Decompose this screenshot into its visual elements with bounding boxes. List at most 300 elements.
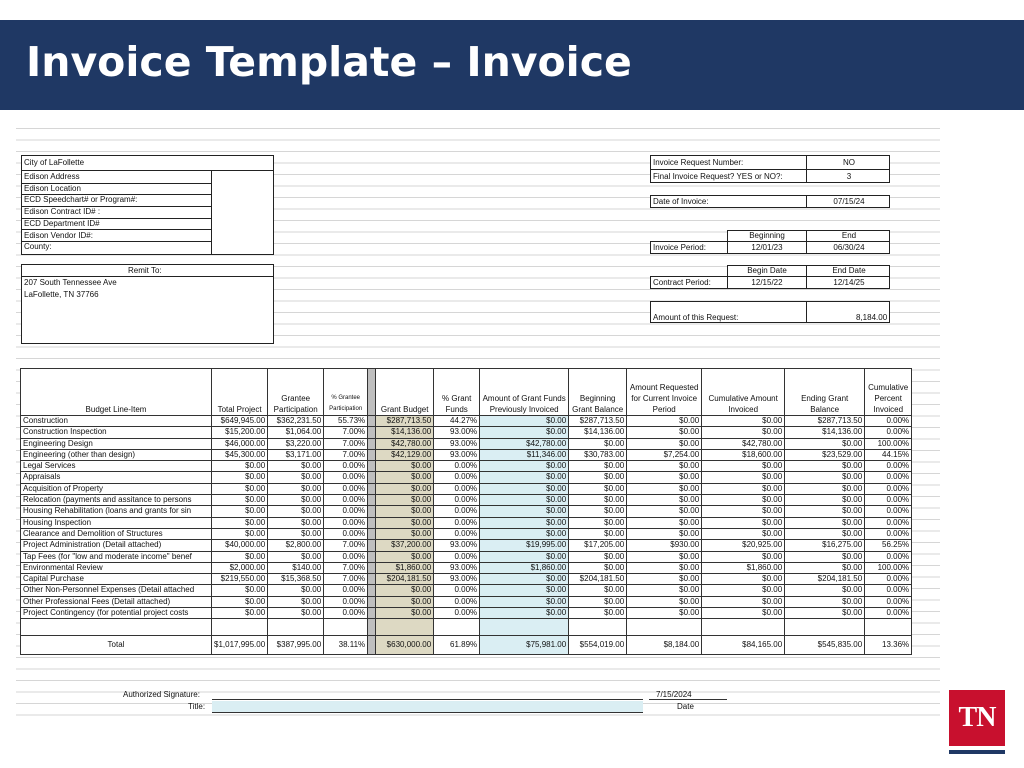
spacer-cell: [434, 619, 480, 636]
final-request-value: 3: [846, 172, 852, 181]
col-beginning-grant-balance-cell[interactable]: $0.00: [569, 483, 627, 494]
col-grant-budget-cell[interactable]: $0.00: [376, 585, 434, 596]
col-cumulative-invoiced-cell[interactable]: $0.00: [702, 574, 785, 585]
col-ending-grant-balance-cell[interactable]: $0.00: [785, 608, 865, 619]
col-cumulative-invoiced-cell[interactable]: $42,780.00: [702, 438, 785, 449]
col-previously-invoiced-cell[interactable]: $1,860.00: [480, 562, 569, 573]
col-cumulative-percent-cell[interactable]: 56.25%: [865, 540, 912, 551]
col-ending-grant-balance-cell[interactable]: $16,275.00: [785, 540, 865, 551]
col-grantee-participation-cell[interactable]: $387,995.00: [268, 636, 324, 655]
col-cumulative-invoiced-cell[interactable]: $0.00: [702, 461, 785, 472]
col-cumulative-percent-cell[interactable]: 0.00%: [865, 495, 912, 506]
col-current-request-cell[interactable]: $0.00: [627, 472, 702, 483]
col-current-request-cell[interactable]: $0.00: [627, 506, 702, 517]
col-beginning-grant-balance-cell[interactable]: $554,019.00: [569, 636, 627, 655]
col-cumulative-percent-cell[interactable]: 100.00%: [865, 438, 912, 449]
col-budget-line-item-cell: Environmental Review: [21, 562, 212, 573]
col-cumulative-invoiced-cell[interactable]: $0.00: [702, 416, 785, 427]
col-grant-budget-cell[interactable]: $0.00: [376, 517, 434, 528]
col-beginning-grant-balance-cell[interactable]: $0.00: [569, 551, 627, 562]
separator-cell: [368, 517, 376, 528]
col-grantee-participation-cell[interactable]: $0.00: [268, 472, 324, 483]
col-budget-line-item-cell: Housing Rehabilitation (loans and grants for sin: [21, 506, 212, 517]
title-label: Title:: [188, 702, 206, 711]
col-current-request-cell[interactable]: $0.00: [627, 416, 702, 427]
col-current-request-cell[interactable]: $0.00: [627, 562, 702, 573]
col-grant-budget-cell[interactable]: $42,780.00: [376, 438, 434, 449]
col-budget-line-item-cell: Housing Inspection: [21, 517, 212, 528]
col-grant-budget-cell[interactable]: $0.00: [376, 506, 434, 517]
col-grant-budget-cell[interactable]: $42,129.00: [376, 449, 434, 460]
separator-cell: [368, 636, 376, 655]
col-grant-budget-cell[interactable]: $0.00: [376, 495, 434, 506]
separator-cell: [368, 596, 376, 607]
table-row: [21, 495, 912, 506]
invoice-date-label: Date of Invoice:: [653, 197, 709, 206]
table-row: [21, 461, 912, 472]
recipient-rule: [21, 170, 274, 171]
invoice-period-end: 06/30/24: [833, 243, 865, 252]
col-grantee-participation-cell[interactable]: $0.00: [268, 517, 324, 528]
table-row: [21, 540, 912, 551]
col-pct-grant-funds-cell[interactable]: 0.00%: [434, 506, 480, 517]
col-total-project-cell[interactable]: $0.00: [212, 506, 268, 517]
col-pct-grant-funds-cell[interactable]: 0.00%: [434, 461, 480, 472]
col-ending-grant-balance-cell[interactable]: $14,136.00: [785, 427, 865, 438]
col-grant-budget-cell[interactable]: $0.00: [376, 528, 434, 539]
col-ending-grant-balance-cell[interactable]: $545,835.00: [785, 636, 865, 655]
col-previously-invoiced-cell[interactable]: $0.00: [480, 574, 569, 585]
recipient-label: Edison Location: [24, 183, 81, 193]
col-previously-invoiced-cell[interactable]: $0.00: [480, 608, 569, 619]
col-grantee-participation-cell[interactable]: $15,368.50: [268, 574, 324, 585]
remit-address-line1: 207 South Tennessee Ave: [24, 278, 117, 287]
col-pct-grantee-participation-cell[interactable]: 0.00%: [324, 528, 368, 539]
col-total-project-cell[interactable]: $0.00: [212, 608, 268, 619]
recipient-label: Edison Vendor ID#:: [24, 230, 93, 240]
separator-cell: [368, 562, 376, 573]
title-field[interactable]: [212, 701, 643, 713]
spacer-cell: [21, 619, 212, 636]
col-grantee-participation-cell[interactable]: $0.00: [268, 495, 324, 506]
col-pct-grant-funds-cell[interactable]: 93.00%: [434, 438, 480, 449]
col-cumulative-invoiced-cell[interactable]: $0.00: [702, 483, 785, 494]
col-grantee-participation-cell[interactable]: $0.00: [268, 608, 324, 619]
invoice-period-label: Invoice Period:: [653, 243, 706, 252]
col-cumulative-invoiced-header: Cumulative Amount Invoiced: [702, 369, 785, 416]
separator-cell: [368, 608, 376, 619]
col-grantee-participation-cell[interactable]: $1,064.00: [268, 427, 324, 438]
signature-date-label: Date: [677, 702, 694, 711]
col-grant-budget-cell[interactable]: $287,713.50: [376, 416, 434, 427]
total-row: [21, 636, 912, 655]
table-row: [21, 551, 912, 562]
col-cumulative-invoiced-cell[interactable]: $0.00: [702, 585, 785, 596]
col-cumulative-invoiced-cell[interactable]: $0.00: [702, 506, 785, 517]
col-cumulative-percent-cell[interactable]: 100.00%: [865, 562, 912, 573]
col-previously-invoiced-cell[interactable]: $0.00: [480, 506, 569, 517]
col-previously-invoiced-cell[interactable]: $0.00: [480, 416, 569, 427]
col-current-request-cell[interactable]: $930.00: [627, 540, 702, 551]
col-pct-grant-funds-cell[interactable]: 0.00%: [434, 608, 480, 619]
table-row: [21, 517, 912, 528]
col-pct-grantee-participation-cell[interactable]: 0.00%: [324, 461, 368, 472]
separator-cell: [368, 506, 376, 517]
col-cumulative-percent-cell[interactable]: 0.00%: [865, 596, 912, 607]
col-beginning-grant-balance-cell[interactable]: $30,783.00: [569, 449, 627, 460]
col-beginning-grant-balance-cell[interactable]: $0.00: [569, 562, 627, 573]
separator-cell: [368, 449, 376, 460]
col-pct-grantee-participation-cell[interactable]: 0.00%: [324, 608, 368, 619]
separator-cell: [368, 540, 376, 551]
col-pct-grantee-participation-cell[interactable]: 0.00%: [324, 517, 368, 528]
contract-period-end: 12/14/25: [833, 278, 865, 287]
col-cumulative-percent-cell[interactable]: 0.00%: [865, 574, 912, 585]
col-ending-grant-balance-cell[interactable]: $0.00: [785, 585, 865, 596]
col-pct-grant-funds-cell[interactable]: 93.00%: [434, 427, 480, 438]
col-grant-budget-cell[interactable]: $1,860.00: [376, 562, 434, 573]
col-grantee-participation-cell[interactable]: $0.00: [268, 551, 324, 562]
request-amount-label: Amount of this Request:: [653, 313, 739, 322]
col-cumulative-percent-cell[interactable]: 0.00%: [865, 506, 912, 517]
col-beginning-grant-balance-cell[interactable]: $0.00: [569, 472, 627, 483]
col-previously-invoiced-cell[interactable]: $0.00: [480, 461, 569, 472]
col-grant-budget-cell[interactable]: $0.00: [376, 483, 434, 494]
separator-cell: [368, 472, 376, 483]
col-previously-invoiced-cell[interactable]: $0.00: [480, 585, 569, 596]
col-current-request-cell[interactable]: $0.00: [627, 596, 702, 607]
col-grant-budget-header: Grant Budget: [376, 369, 434, 416]
col-total-project-cell[interactable]: $40,000.00: [212, 540, 268, 551]
col-current-request-cell[interactable]: $0.00: [627, 517, 702, 528]
col-grantee-participation-cell[interactable]: $0.00: [268, 461, 324, 472]
col-grantee-participation-cell[interactable]: $0.00: [268, 528, 324, 539]
col-current-request-cell[interactable]: $0.00: [627, 461, 702, 472]
col-cumulative-invoiced-cell[interactable]: $84,165.00: [702, 636, 785, 655]
col-pct-grant-funds-cell[interactable]: 0.00%: [434, 483, 480, 494]
col-total-project-cell[interactable]: $219,550.00: [212, 574, 268, 585]
col-beginning-grant-balance-cell[interactable]: $0.00: [569, 506, 627, 517]
col-current-request-cell[interactable]: $0.00: [627, 528, 702, 539]
col-total-project-cell[interactable]: $0.00: [212, 517, 268, 528]
contract-period-label: Contract Period:: [653, 278, 711, 287]
col-beginning-grant-balance-cell[interactable]: $0.00: [569, 461, 627, 472]
col-cumulative-invoiced-cell[interactable]: $0.00: [702, 517, 785, 528]
table-row: [21, 449, 912, 460]
table-row: [21, 438, 912, 449]
tn-logo-bar: [949, 750, 1005, 754]
col-pct-grant-funds-cell[interactable]: 61.89%: [434, 636, 480, 655]
request-number-label: Invoice Request Number:: [653, 158, 744, 167]
col-total-project-cell[interactable]: $1,017,995.00: [212, 636, 268, 655]
col-cumulative-invoiced-cell[interactable]: $0.00: [702, 472, 785, 483]
table-row: [21, 528, 912, 539]
final-request-label: Final Invoice Request? YES or NO?:: [653, 172, 783, 181]
col-grant-budget-cell[interactable]: $14,136.00: [376, 427, 434, 438]
col-pct-grantee-participation-cell[interactable]: 7.00%: [324, 574, 368, 585]
col-beginning-grant-balance-cell[interactable]: $0.00: [569, 495, 627, 506]
col-cumulative-percent-cell[interactable]: 13.36%: [865, 636, 912, 655]
col-ending-grant-balance-cell[interactable]: $0.00: [785, 517, 865, 528]
invoice-period-divider-2: [806, 241, 807, 254]
signature-date-value: 7/15/2024: [656, 690, 692, 699]
col-cumulative-invoiced-cell[interactable]: $0.00: [702, 596, 785, 607]
col-previously-invoiced-cell[interactable]: $0.00: [480, 551, 569, 562]
col-cumulative-invoiced-cell[interactable]: $20,925.00: [702, 540, 785, 551]
col-cumulative-invoiced-cell[interactable]: $0.00: [702, 495, 785, 506]
col-cumulative-percent-cell[interactable]: 0.00%: [865, 416, 912, 427]
request-amount-divider: [806, 301, 807, 323]
col-budget-line-item-cell: Project Administration (Detail attached): [21, 540, 212, 551]
col-beginning-grant-balance-header: Beginning Grant Balance: [569, 369, 627, 416]
col-total-project-cell[interactable]: $46,000.00: [212, 438, 268, 449]
col-grant-budget-cell[interactable]: $0.00: [376, 551, 434, 562]
col-ending-grant-balance-cell[interactable]: $0.00: [785, 438, 865, 449]
recipient-label: County:: [24, 242, 52, 252]
col-grant-budget-cell[interactable]: $204,181.50: [376, 574, 434, 585]
col-pct-grant-funds-cell[interactable]: 93.00%: [434, 562, 480, 573]
recipient-label: ECD Speedchart# or Program#:: [24, 195, 138, 205]
col-pct-grantee-participation-cell[interactable]: 38.11%: [324, 636, 368, 655]
col-cumulative-percent-cell[interactable]: 0.00%: [865, 427, 912, 438]
col-cumulative-invoiced-cell[interactable]: $0.00: [702, 608, 785, 619]
col-current-request-cell[interactable]: $8,184.00: [627, 636, 702, 655]
col-pct-grant-funds-cell[interactable]: 0.00%: [434, 472, 480, 483]
table-row: [21, 483, 912, 494]
col-grantee-participation-cell[interactable]: $0.00: [268, 506, 324, 517]
col-cumulative-percent-cell[interactable]: 0.00%: [865, 551, 912, 562]
col-pct-grant-funds-cell[interactable]: 0.00%: [434, 585, 480, 596]
col-cumulative-percent-header: Cumulative Percent Invoiced: [865, 369, 912, 416]
col-current-request-cell[interactable]: $0.00: [627, 608, 702, 619]
col-ending-grant-balance-cell[interactable]: $0.00: [785, 562, 865, 573]
spacer-row: [21, 619, 912, 636]
col-pct-grant-funds-cell[interactable]: 93.00%: [434, 574, 480, 585]
col-pct-grantee-participation-cell[interactable]: 55.73%: [324, 416, 368, 427]
col-current-request-cell[interactable]: $0.00: [627, 427, 702, 438]
spacer-cell: [627, 619, 702, 636]
request-amount-value: 8,184.00: [856, 313, 888, 322]
col-grant-budget-cell[interactable]: $630,000.00: [376, 636, 434, 655]
separator-cell: [368, 495, 376, 506]
remit-rule: [21, 276, 274, 277]
col-previously-invoiced-cell[interactable]: $11,346.00: [480, 449, 569, 460]
table-row: [21, 596, 912, 607]
col-total-project-cell[interactable]: $45,300.00: [212, 449, 268, 460]
request-number-value: NO: [843, 158, 855, 167]
col-pct-grant-funds-cell[interactable]: 0.00%: [434, 596, 480, 607]
col-ending-grant-balance-cell[interactable]: $0.00: [785, 551, 865, 562]
col-beginning-grant-balance-cell[interactable]: $0.00: [569, 517, 627, 528]
col-grantee-participation-cell[interactable]: $0.00: [268, 585, 324, 596]
col-cumulative-invoiced-cell[interactable]: $0.00: [702, 551, 785, 562]
col-pct-grantee-participation-cell[interactable]: 7.00%: [324, 540, 368, 551]
col-cumulative-percent-cell[interactable]: 0.00%: [865, 483, 912, 494]
col-grantee-participation-cell[interactable]: $362,231.50: [268, 416, 324, 427]
col-pct-grantee-participation-cell[interactable]: 7.00%: [324, 427, 368, 438]
col-previously-invoiced-cell[interactable]: $42,780.00: [480, 438, 569, 449]
col-cumulative-invoiced-cell[interactable]: $0.00: [702, 528, 785, 539]
separator-cell: [368, 427, 376, 438]
col-pct-grant-funds-cell[interactable]: 93.00%: [434, 449, 480, 460]
invoice-date-divider: [806, 195, 807, 208]
budget-table-body: [21, 416, 912, 655]
col-ending-grant-balance-cell[interactable]: $0.00: [785, 528, 865, 539]
col-pct-grant-funds-cell[interactable]: 0.00%: [434, 528, 480, 539]
separator-cell: [368, 461, 376, 472]
col-previously-invoiced-cell[interactable]: $75,981.00: [480, 636, 569, 655]
col-pct-grantee-participation-cell[interactable]: 7.00%: [324, 562, 368, 573]
col-pct-grant-funds-cell[interactable]: 0.00%: [434, 495, 480, 506]
invoice-period-end-header: End: [841, 231, 857, 240]
col-total-project-cell[interactable]: $0.00: [212, 528, 268, 539]
invoice-period-beginning-header: Beginning: [749, 231, 785, 240]
col-grantee-participation-cell[interactable]: $3,220.00: [268, 438, 324, 449]
col-pct-grant-funds-header: % Grant Funds: [434, 369, 480, 416]
col-grant-budget-cell[interactable]: $0.00: [376, 461, 434, 472]
col-pct-grantee-participation-cell[interactable]: 0.00%: [324, 596, 368, 607]
col-total-project-cell[interactable]: $15,200.00: [212, 427, 268, 438]
col-previously-invoiced-cell[interactable]: $0.00: [480, 495, 569, 506]
col-grant-budget-cell[interactable]: $0.00: [376, 472, 434, 483]
col-pct-grant-funds-cell[interactable]: 44.27%: [434, 416, 480, 427]
col-current-request-cell[interactable]: $0.00: [627, 483, 702, 494]
col-cumulative-percent-cell[interactable]: 0.00%: [865, 585, 912, 596]
col-ending-grant-balance-cell[interactable]: $204,181.50: [785, 574, 865, 585]
invoice-period-begin: 12/01/23: [751, 243, 783, 252]
col-previously-invoiced-cell[interactable]: $0.00: [480, 517, 569, 528]
col-budget-line-item-cell: Project Contingency (for potential project costs: [21, 608, 212, 619]
col-total-project-cell[interactable]: $0.00: [212, 551, 268, 562]
spacer-cell: [268, 619, 324, 636]
col-ending-grant-balance-cell[interactable]: $0.00: [785, 483, 865, 494]
col-grantee-participation-cell[interactable]: $140.00: [268, 562, 324, 573]
col-pct-grant-funds-cell[interactable]: 0.00%: [434, 517, 480, 528]
col-cumulative-percent-cell[interactable]: 0.00%: [865, 472, 912, 483]
col-cumulative-invoiced-cell[interactable]: $1,860.00: [702, 562, 785, 573]
separator-cell: [368, 585, 376, 596]
col-cumulative-invoiced-cell[interactable]: $0.00: [702, 427, 785, 438]
col-cumulative-invoiced-cell[interactable]: $18,600.00: [702, 449, 785, 460]
col-beginning-grant-balance-cell[interactable]: $0.00: [569, 608, 627, 619]
col-pct-grantee-participation-cell[interactable]: 0.00%: [324, 472, 368, 483]
col-beginning-grant-balance-cell[interactable]: $204,181.50: [569, 574, 627, 585]
col-cumulative-percent-cell[interactable]: 0.00%: [865, 517, 912, 528]
col-ending-grant-balance-cell[interactable]: $0.00: [785, 472, 865, 483]
col-beginning-grant-balance-cell[interactable]: $0.00: [569, 585, 627, 596]
col-total-project-cell[interactable]: $0.00: [212, 585, 268, 596]
col-grantee-participation-header: Grantee Participation: [268, 369, 324, 416]
col-cumulative-percent-cell[interactable]: 0.00%: [865, 461, 912, 472]
col-pct-grant-funds-cell[interactable]: 93.00%: [434, 540, 480, 551]
spacer-cell: [480, 619, 569, 636]
col-current-request-cell[interactable]: $0.00: [627, 438, 702, 449]
col-previously-invoiced-cell[interactable]: $0.00: [480, 472, 569, 483]
col-total-project-cell[interactable]: $0.00: [212, 495, 268, 506]
col-current-request-cell[interactable]: $0.00: [627, 551, 702, 562]
col-current-request-cell[interactable]: $0.00: [627, 495, 702, 506]
spacer-cell: [212, 619, 268, 636]
col-cumulative-percent-cell[interactable]: 0.00%: [865, 608, 912, 619]
col-beginning-grant-balance-cell[interactable]: $287,713.50: [569, 416, 627, 427]
header-row: [21, 369, 912, 416]
col-grantee-participation-cell[interactable]: $0.00: [268, 483, 324, 494]
table-row: [21, 472, 912, 483]
col-current-request-cell[interactable]: $0.00: [627, 574, 702, 585]
col-total-project-cell[interactable]: $0.00: [212, 472, 268, 483]
col-ending-grant-balance-cell[interactable]: $0.00: [785, 461, 865, 472]
col-grant-budget-cell[interactable]: $0.00: [376, 596, 434, 607]
col-ending-grant-balance-cell[interactable]: $23,529.00: [785, 449, 865, 460]
col-previously-invoiced-cell[interactable]: $0.00: [480, 427, 569, 438]
col-pct-grantee-participation-cell[interactable]: 0.00%: [324, 585, 368, 596]
col-budget-line-item-cell: Acquisition of Property: [21, 483, 212, 494]
col-grantee-participation-cell[interactable]: $0.00: [268, 596, 324, 607]
col-pct-grantee-participation-cell[interactable]: 0.00%: [324, 483, 368, 494]
recipient-label: Edison Address: [24, 172, 80, 181]
col-total-project-header: Total Project: [212, 369, 268, 416]
authorized-signature-label: Authorized Signature:: [123, 690, 200, 699]
col-cumulative-percent-cell[interactable]: 0.00%: [865, 528, 912, 539]
col-budget-line-item-cell: Capital Purchase: [21, 574, 212, 585]
col-previously-invoiced-cell[interactable]: $0.00: [480, 596, 569, 607]
col-grantee-participation-cell[interactable]: $3,171.00: [268, 449, 324, 460]
recipient-city: City of LaFollette: [24, 158, 85, 167]
col-previously-invoiced-cell[interactable]: $19,995.00: [480, 540, 569, 551]
invoice-date-value: 07/15/24: [833, 197, 865, 206]
col-total-project-cell[interactable]: $649,945.00: [212, 416, 268, 427]
col-beginning-grant-balance-cell[interactable]: $0.00: [569, 528, 627, 539]
recipient-label: Edison Contract ID# :: [24, 207, 101, 217]
col-pct-grantee-participation-cell[interactable]: 0.00%: [324, 495, 368, 506]
col-cumulative-percent-cell[interactable]: 44.15%: [865, 449, 912, 460]
col-total-project-cell[interactable]: $0.00: [212, 461, 268, 472]
col-current-request-header: Amount Requested for Current Invoice Period: [627, 369, 702, 416]
col-total-project-cell[interactable]: $2,000.00: [212, 562, 268, 573]
col-ending-grant-balance-cell[interactable]: $0.00: [785, 596, 865, 607]
col-pct-grantee-participation-cell[interactable]: 7.00%: [324, 438, 368, 449]
table-row: [21, 608, 912, 619]
col-beginning-grant-balance-cell[interactable]: $14,136.00: [569, 427, 627, 438]
col-current-request-cell[interactable]: $7,254.00: [627, 449, 702, 460]
col-pct-grantee-participation-cell[interactable]: 7.00%: [324, 449, 368, 460]
col-pct-grantee-participation-cell[interactable]: 0.00%: [324, 551, 368, 562]
col-beginning-grant-balance-cell[interactable]: $0.00: [569, 596, 627, 607]
separator-cell: [368, 528, 376, 539]
col-current-request-cell[interactable]: $0.00: [627, 585, 702, 596]
col-pct-grantee-participation-cell[interactable]: 0.00%: [324, 506, 368, 517]
col-budget-line-item-cell: Clearance and Demolition of Structures: [21, 528, 212, 539]
col-ending-grant-balance-cell[interactable]: $0.00: [785, 506, 865, 517]
col-ending-grant-balance-header: Ending Grant Balance: [785, 369, 865, 416]
col-grant-budget-cell[interactable]: $0.00: [376, 608, 434, 619]
col-pct-grantee-participation-header: % Grantee Participation: [324, 369, 368, 416]
col-ending-grant-balance-cell[interactable]: $287,713.50: [785, 416, 865, 427]
col-total-project-cell[interactable]: $0.00: [212, 483, 268, 494]
col-beginning-grant-balance-cell[interactable]: $0.00: [569, 438, 627, 449]
col-beginning-grant-balance-cell[interactable]: $17,205.00: [569, 540, 627, 551]
col-budget-line-item-cell: Engineering Design: [21, 438, 212, 449]
col-previously-invoiced-cell[interactable]: $0.00: [480, 528, 569, 539]
col-budget-line-item-cell: Tap Fees (for "low and moderate income" benef: [21, 551, 212, 562]
col-grantee-participation-cell[interactable]: $2,800.00: [268, 540, 324, 551]
col-pct-grant-funds-cell[interactable]: 0.00%: [434, 551, 480, 562]
col-total-project-cell[interactable]: $0.00: [212, 596, 268, 607]
col-ending-grant-balance-cell[interactable]: $0.00: [785, 495, 865, 506]
spacer-cell: [865, 619, 912, 636]
col-grant-budget-cell[interactable]: $37,200.00: [376, 540, 434, 551]
col-previously-invoiced-cell[interactable]: $0.00: [480, 483, 569, 494]
